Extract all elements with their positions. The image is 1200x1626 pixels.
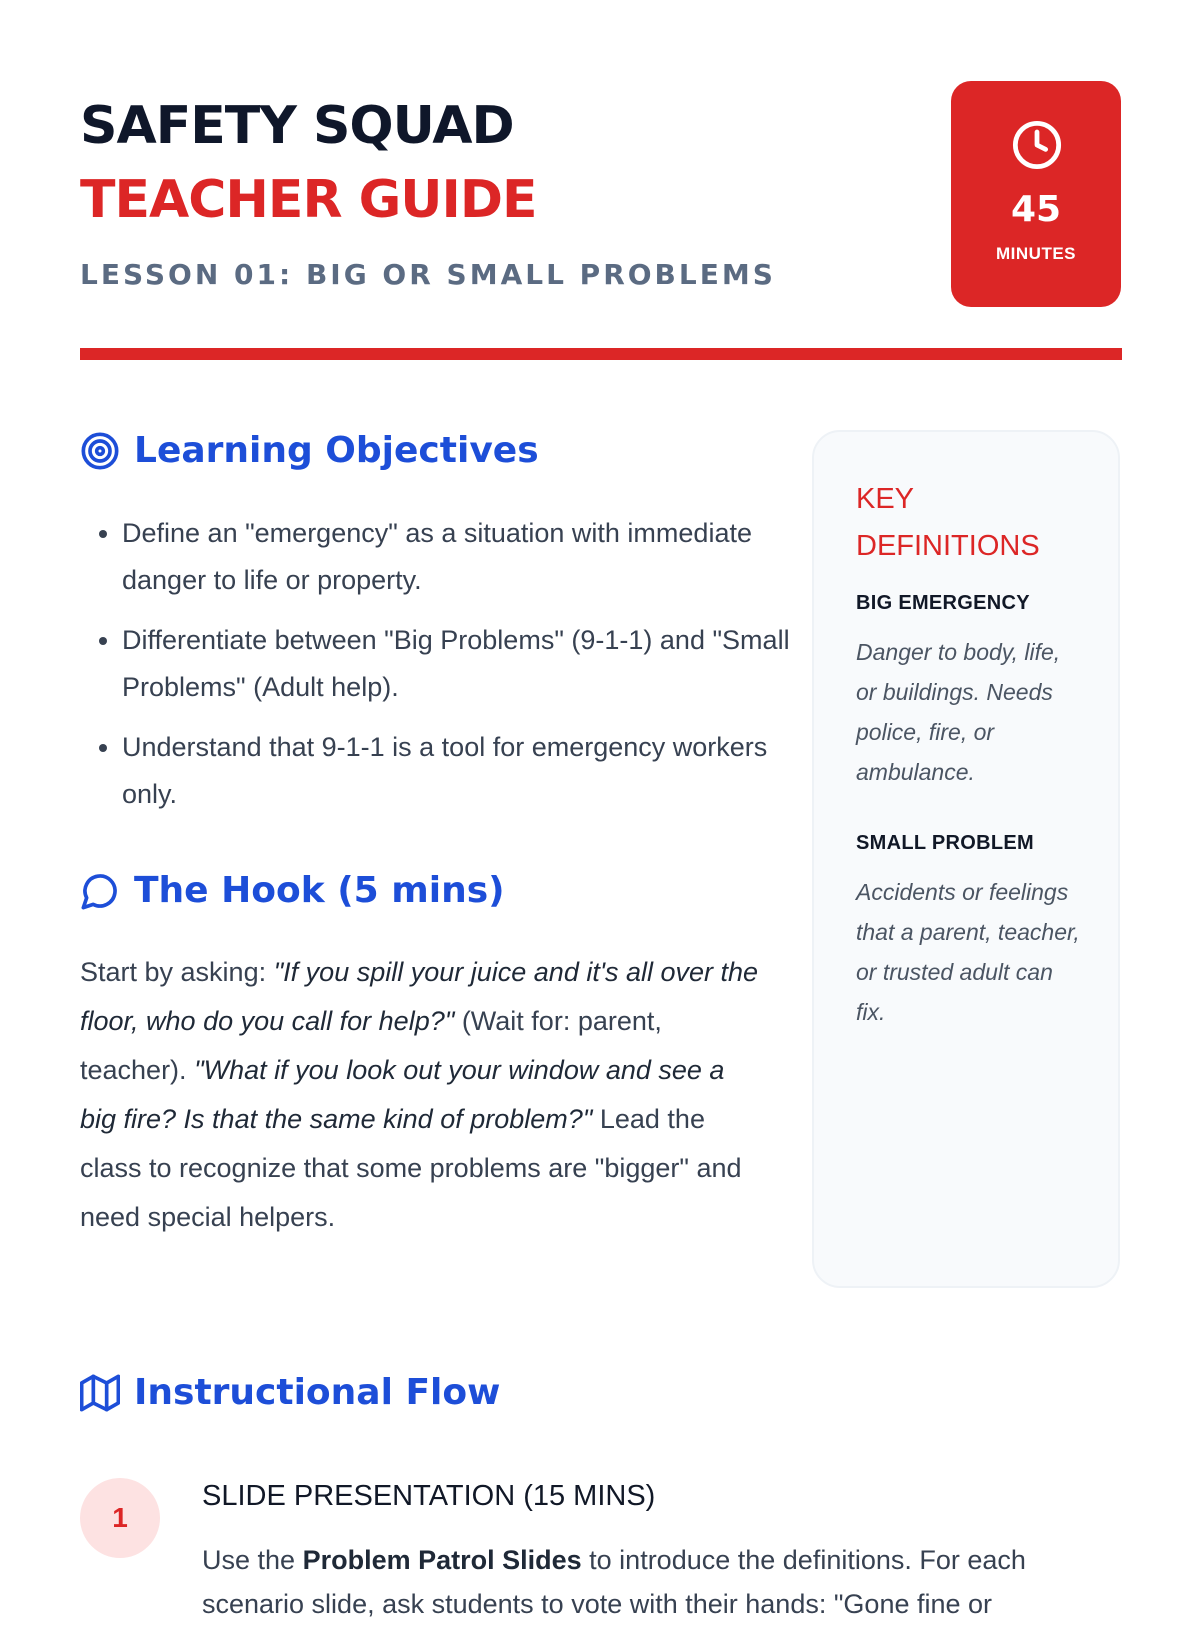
objectives-heading <box>80 430 539 471</box>
definitions-title: KEY DEFINITIONS <box>856 483 1040 562</box>
target-icon <box>80 431 120 471</box>
hook-paragraph <box>80 948 760 1242</box>
key-definitions-card <box>812 430 1120 1288</box>
list-item: • Understand that 9-1-1 is a tool for emergency workers only. <box>122 724 802 818</box>
hook-text-2: (Wait for: parent, teacher). <box>80 1006 662 1085</box>
hook-question-1: "If you spill your juice and it's all over the floor, who do you call for help?" <box>80 957 759 1036</box>
lesson-subtitle: LESSON 01: BIG OR SMALL PROBLEMS <box>80 258 776 291</box>
title-line-1: SAFETY SQUAD <box>80 96 514 156</box>
step-text-1: Use the <box>202 1545 303 1575</box>
objectives-list <box>80 510 802 831</box>
duration-value: 45 <box>1010 189 1062 230</box>
speech-bubble-icon <box>80 871 120 911</box>
definition-term: SMALL PROBLEM <box>856 832 1034 854</box>
step-title: SLIDE PRESENTATION (15 MINS) <box>202 1480 656 1512</box>
hook-text-3: Lead the class to recognize that some problems are "bigger" and need special helpers. <box>80 1104 742 1232</box>
step-number: 1 <box>80 1478 160 1558</box>
duration-unit: MINUTES <box>996 244 1076 263</box>
definition-term: BIG EMERGENCY <box>856 592 1030 614</box>
hook-text-1: Start by asking: <box>80 957 274 987</box>
step-resource-name: Problem Patrol Slides <box>302 1545 582 1575</box>
clock-icon <box>1011 119 1063 171</box>
definition-text: Accidents or feelings that a parent, teacher, or trusted adult can fix. <box>856 879 1080 1025</box>
definition-text: Danger to body, life, or buildings. Needs police, fire, or ambulance. <box>856 639 1061 785</box>
duration-badge <box>951 81 1121 307</box>
flow-title: Instructional Flow <box>134 1372 501 1413</box>
list-item: • Define an "emergency" as a situation with immediate danger to life or property. <box>122 510 802 604</box>
objectives-title: Learning Objectives <box>134 430 539 471</box>
title-line-2: TEACHER GUIDE <box>80 170 537 230</box>
flow-heading <box>80 1372 500 1413</box>
step-text-2: to introduce the definitions. For each scenario slide, ask students to vote with their hands: "Gone fine or <box>202 1545 1026 1619</box>
header-divider <box>80 348 1122 360</box>
hook-question-2: "What if you look out your window and see a big fire? Is that the same kind of problem?" <box>80 1055 725 1134</box>
hook-title: The Hook (5 mins) <box>134 870 505 911</box>
map-icon <box>80 1373 120 1413</box>
step-description <box>202 1538 1132 1626</box>
hook-heading <box>80 870 505 911</box>
list-item: • Differentiate between "Big Problems" (9-1-1) and "Small Problems" (Adult help). <box>122 617 802 711</box>
